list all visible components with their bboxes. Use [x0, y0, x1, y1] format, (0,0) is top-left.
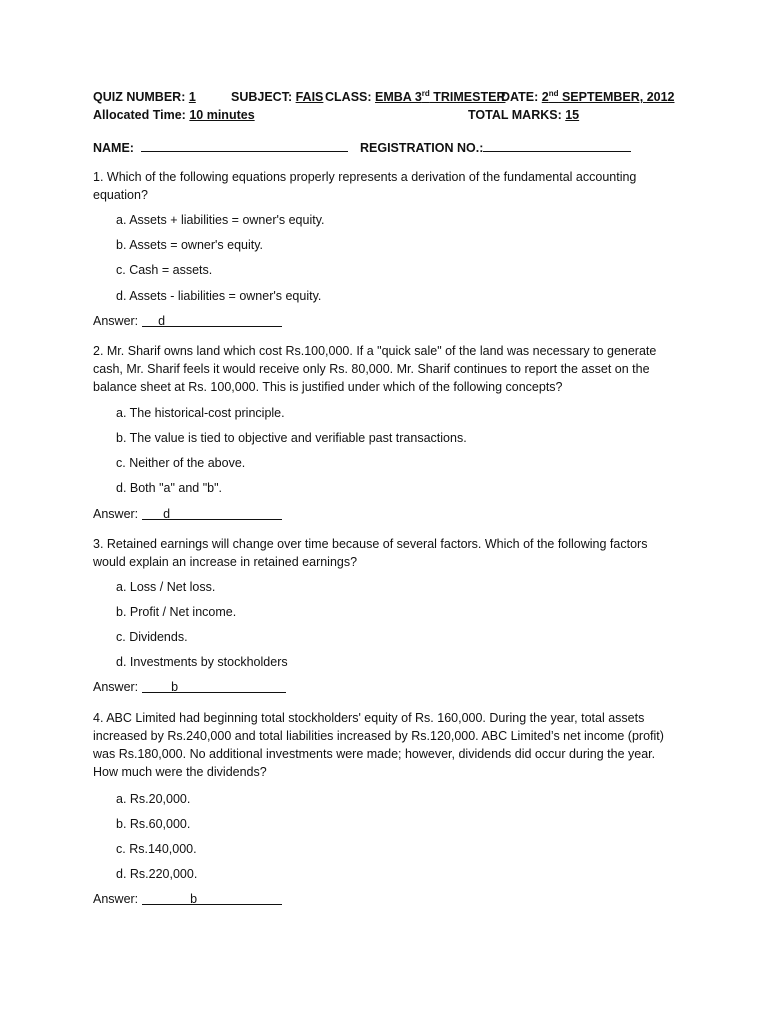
name-blank[interactable]: [141, 137, 348, 152]
question-1-answer[interactable]: [93, 312, 282, 330]
question-4-option-b: b. Rs.60,000.: [116, 817, 191, 831]
class-value: [375, 90, 505, 104]
answer-line[interactable]: [142, 678, 286, 693]
question-2-answer[interactable]: [93, 505, 282, 523]
answer-value: b: [190, 892, 198, 906]
question-1-option-d: d. Assets - liabilities = owner's equity.: [116, 289, 322, 303]
total-marks: [468, 106, 579, 124]
allocated-time: [93, 106, 255, 124]
question-3-option-d: d. Investments by stockholders: [116, 655, 288, 669]
answer-value: d: [158, 314, 166, 328]
total-marks-value: 15: [565, 108, 580, 122]
name-field[interactable]: [93, 137, 348, 157]
answer-label: Answer:: [93, 892, 139, 906]
class-label: CLASS:: [325, 90, 372, 104]
date-value: [542, 90, 675, 104]
question-3-answer[interactable]: [93, 678, 286, 696]
question-3-option-c: c. Dividends.: [116, 630, 188, 644]
subject-label: SUBJECT:: [231, 90, 293, 104]
answer-label: Answer:: [93, 314, 139, 328]
question-2-option-d: d. Both "a" and "b".: [116, 481, 223, 495]
class: [325, 88, 505, 106]
question-4-answer[interactable]: [93, 890, 282, 908]
question-1-option-a: a. Assets + liabilities = owner's equity.: [116, 213, 325, 227]
registration-field[interactable]: [360, 137, 631, 157]
date-value-sup: nd: [548, 88, 559, 98]
class-value-main: EMBA 3: [375, 90, 422, 104]
class-value-suffix: TRIMESTER: [429, 90, 506, 104]
answer-line[interactable]: [142, 890, 282, 905]
question-3-text: 3. Retained earnings will change over time because of several factors. Which of the following factors would explain an increase in retained earnings?: [93, 537, 648, 569]
total-marks-label: TOTAL MARKS:: [468, 108, 562, 122]
question-2-option-b: b. The value is tied to objective and verifiable past transactions.: [116, 431, 467, 445]
answer-value: b: [171, 680, 179, 694]
subject: [231, 88, 323, 106]
question-2-option-c: c. Neither of the above.: [116, 456, 246, 470]
answer-label: Answer:: [93, 507, 139, 521]
question-3-option-a: a. Loss / Net loss.: [116, 580, 216, 594]
date-value-main: 2: [541, 90, 549, 104]
date: [501, 88, 675, 106]
answer-line[interactable]: [142, 505, 282, 520]
question-1-option-c: c. Cash = assets.: [116, 263, 213, 277]
registration-label: REGISTRATION NO.:: [360, 141, 484, 155]
question-1-option-b: b. Assets = owner's equity.: [116, 238, 264, 252]
subject-value: FAIS: [295, 90, 324, 104]
answer-label: Answer:: [93, 680, 139, 694]
question-4-option-a: a. Rs.20,000.: [116, 792, 191, 806]
question-4-option-d: d. Rs.220,000.: [116, 867, 198, 881]
question-3-option-b: b. Profit / Net income.: [116, 605, 237, 619]
question-1-text: 1. Which of the following equations properly represents a derivation of the fundamental accounting equation?: [93, 170, 637, 202]
question-2-text: 2. Mr. Sharif owns land which cost Rs.100,000. If a "quick sale" of the land was necessary to generate cash, Mr. Sharif feels it would receive only Rs. 80,000. Mr. Sharif continues to report the asset on the balance sheet at Rs. 100,000. This is justified under which of the following concepts?: [93, 344, 657, 394]
allocated-time-label: Allocated Time:: [93, 108, 186, 122]
question-4-option-c: c. Rs.140,000.: [116, 842, 197, 856]
name-label: NAME:: [93, 141, 134, 155]
answer-line[interactable]: [142, 312, 282, 327]
allocated-time-value: 10 minutes: [189, 108, 255, 122]
date-value-suffix: SEPTEMBER, 2012: [558, 90, 675, 104]
answer-value: d: [163, 507, 171, 521]
registration-blank[interactable]: [483, 137, 631, 152]
date-label: DATE:: [501, 90, 539, 104]
class-value-sup: rd: [421, 88, 430, 98]
quiz-number-label: QUIZ NUMBER:: [93, 90, 186, 104]
quiz-number: [93, 88, 196, 106]
quiz-number-value: 1: [188, 90, 196, 104]
question-4-text: 4. ABC Limited had beginning total stockholders' equity of Rs. 160,000. During the year, total assets increased by Rs.240,000 and total liabilities increased by Rs.120,000. ABC Limited’s net income (profit) was Rs.180,000. No additional investments were made; however, dividends did occur during the year. How much were the dividends?: [93, 711, 664, 779]
question-2-option-a: a. The historical-cost principle.: [116, 406, 285, 420]
